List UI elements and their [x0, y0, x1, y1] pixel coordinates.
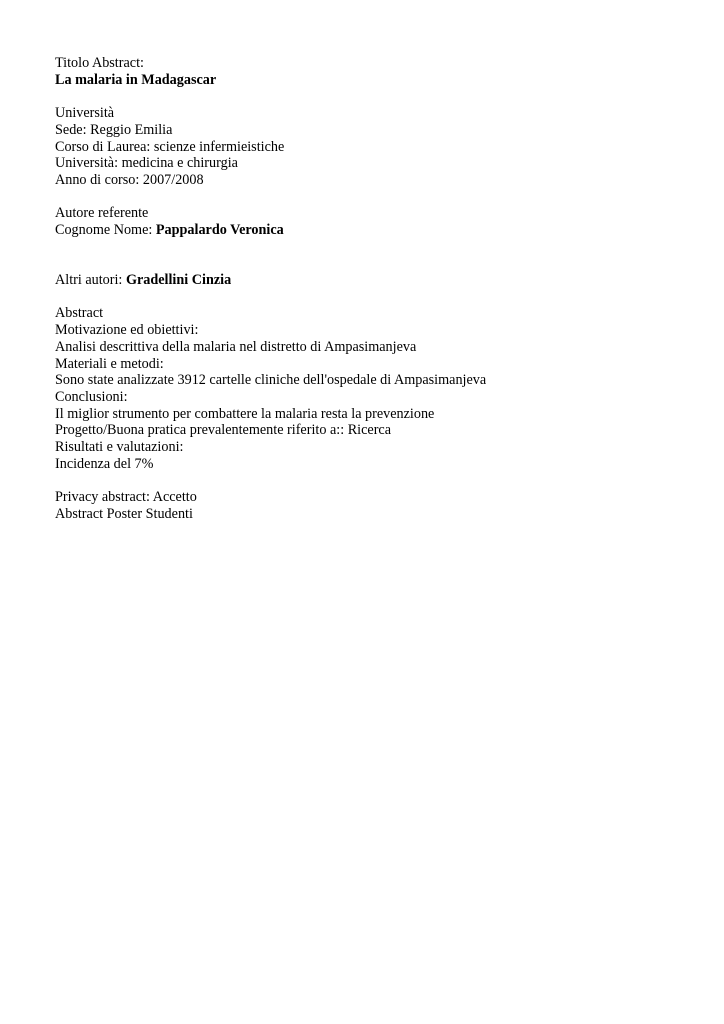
abstract-section [55, 305, 695, 472]
anno-line: Anno di corso: 2007/2008 [55, 171, 204, 188]
footer-section [55, 489, 695, 522]
abstract-title: La malaria in Madagascar [55, 71, 217, 88]
motivazione-text: Analisi descrittiva della malaria nel distretto di Ampasimanjeva [55, 338, 417, 355]
materiali-label: Materiali e metodi: [55, 355, 164, 372]
title-label: Titolo Abstract: [55, 55, 144, 71]
spacer [55, 473, 695, 490]
document-body [55, 55, 695, 523]
abstract-type-line: Abstract Poster Studenti [55, 505, 193, 522]
author-section [55, 205, 695, 238]
sede-line: Sede: Reggio Emilia [55, 121, 173, 138]
title-section [55, 55, 695, 88]
university-heading: Università [55, 105, 115, 122]
progetto-text: Progetto/Buona pratica prevalentemente riferito a:: Ricerca [55, 422, 392, 439]
conclusioni-label: Conclusioni: [55, 389, 128, 405]
risultati-label: Risultati e valutazioni: [55, 439, 184, 456]
other-authors-section [55, 272, 695, 289]
materiali-text: Sono state analizzate 3912 cartelle cliniche dell'ospedale di Ampasimanjeva [55, 372, 487, 389]
spacer [55, 189, 695, 206]
abstract-heading: Abstract [55, 305, 104, 322]
spacer [55, 289, 695, 306]
motivazione-label: Motivazione ed obiettivi: [55, 322, 199, 339]
author-name-label: Cognome Nome: [55, 222, 156, 238]
other-authors-label: Altri autori: [55, 272, 126, 289]
other-authors-value: Gradellini Cinzia [125, 272, 232, 289]
other-authors-line [55, 272, 695, 289]
universita-line: Università: medicina e chirurgia [55, 155, 238, 172]
privacy-line: Privacy abstract: Accetto [55, 489, 197, 506]
university-section [55, 105, 695, 189]
author-name-value: Pappalardo Veronica [155, 222, 284, 238]
corso-line: Corso di Laurea: scienze infermieistiche [55, 138, 285, 155]
author-name-line [55, 222, 695, 239]
author-heading: Autore referente [55, 205, 149, 222]
risultati-text: Incidenza del 7% [55, 455, 154, 472]
spacer [55, 88, 695, 105]
spacer [55, 239, 695, 272]
conclusioni-text: Il miglior strumento per combattere la malaria resta la prevenzione [55, 405, 435, 422]
